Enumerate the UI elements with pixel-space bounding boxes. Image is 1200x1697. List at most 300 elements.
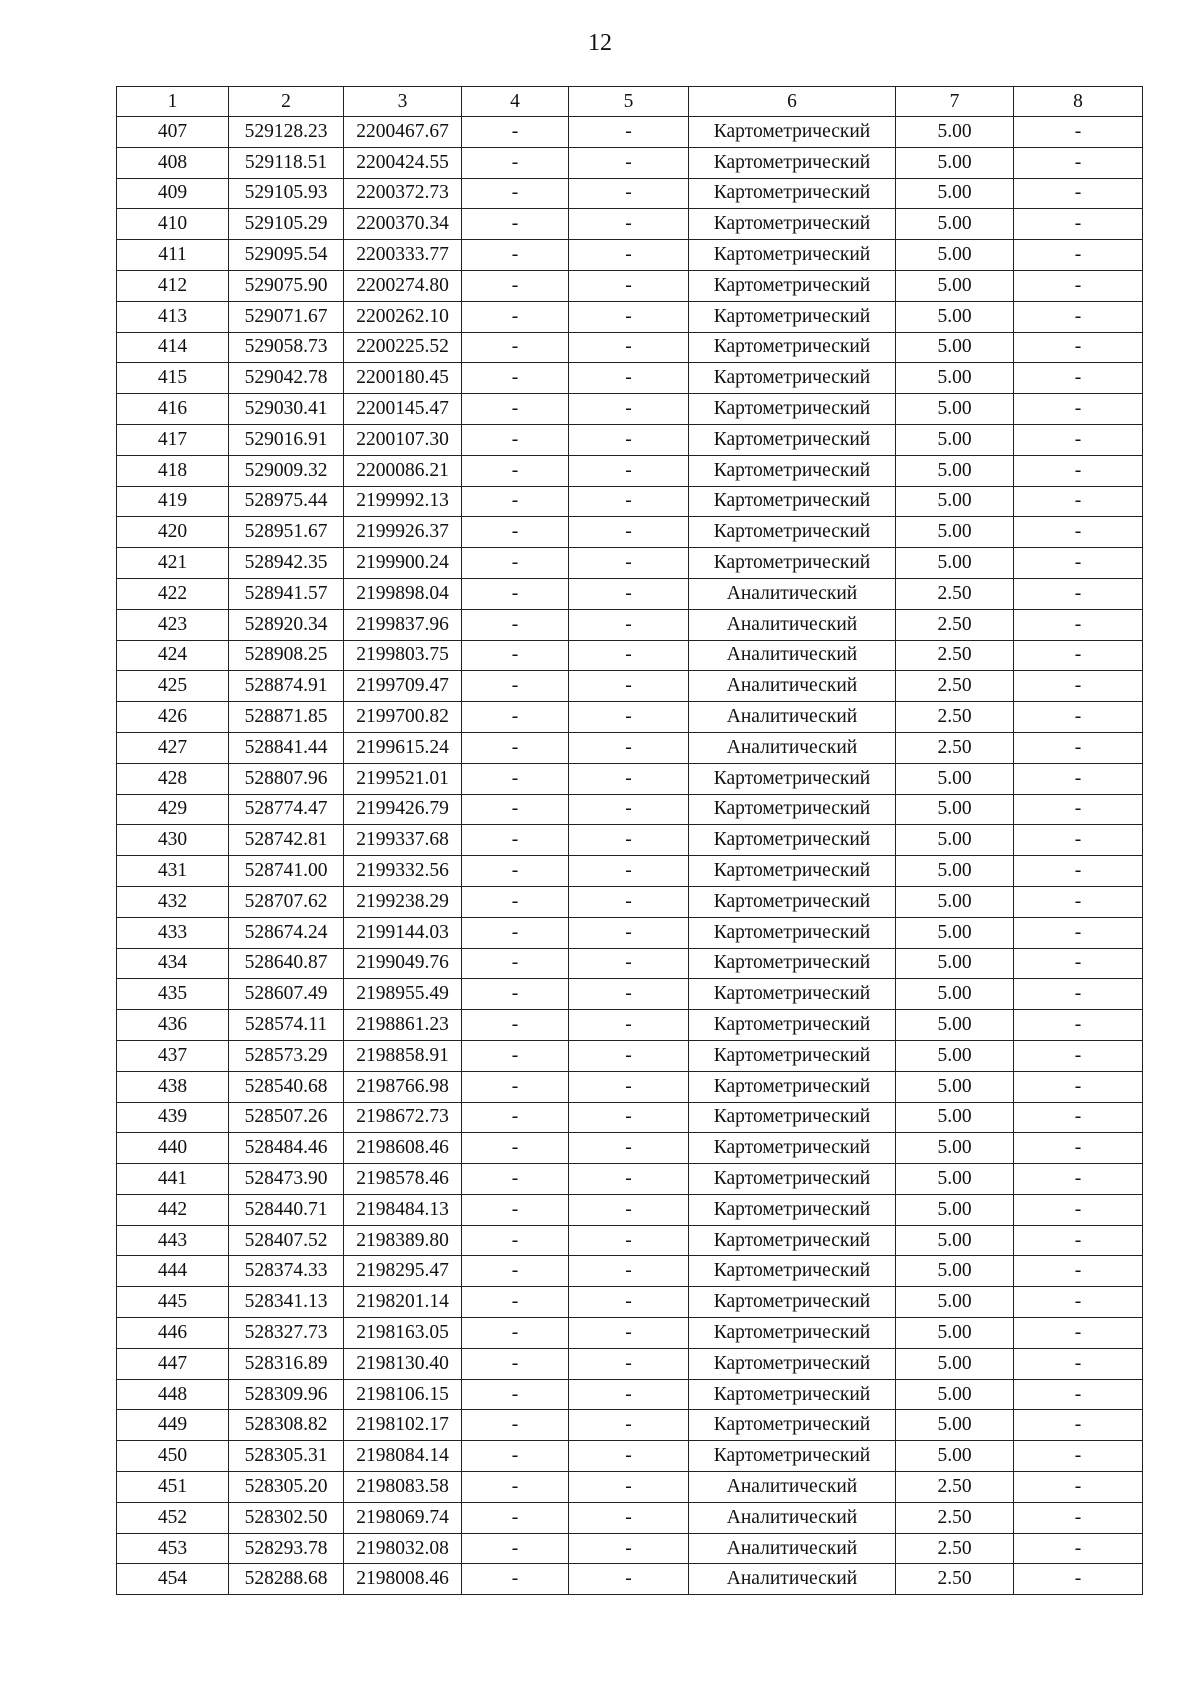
- accuracy-cell: 2.50: [896, 702, 1014, 733]
- col4-cell: -: [462, 1318, 569, 1349]
- col4-cell: -: [462, 1502, 569, 1533]
- accuracy-cell: 2.50: [896, 671, 1014, 702]
- point-number-cell: 415: [117, 363, 229, 394]
- col5-cell: -: [569, 548, 689, 579]
- y-coordinate-cell: 2199337.68: [344, 825, 462, 856]
- col5-cell: -: [569, 1472, 689, 1503]
- header-cell: 7: [896, 87, 1014, 117]
- method-cell: Картометрический: [689, 1010, 896, 1041]
- y-coordinate-cell: 2198083.58: [344, 1472, 462, 1503]
- col4-cell: -: [462, 794, 569, 825]
- point-number-cell: 435: [117, 979, 229, 1010]
- col5-cell: -: [569, 671, 689, 702]
- x-coordinate-cell: 529128.23: [229, 117, 344, 148]
- x-coordinate-cell: 529042.78: [229, 363, 344, 394]
- point-number-cell: 414: [117, 332, 229, 363]
- col8-cell: -: [1014, 1502, 1143, 1533]
- point-number-cell: 420: [117, 517, 229, 548]
- table-row: [117, 794, 1143, 825]
- accuracy-cell: 5.00: [896, 1133, 1014, 1164]
- point-number-cell: 446: [117, 1318, 229, 1349]
- col5-cell: -: [569, 1533, 689, 1564]
- accuracy-cell: 5.00: [896, 1010, 1014, 1041]
- accuracy-cell: 5.00: [896, 948, 1014, 979]
- point-number-cell: 408: [117, 147, 229, 178]
- col5-cell: -: [569, 1441, 689, 1472]
- col4-cell: -: [462, 856, 569, 887]
- col5-cell: -: [569, 240, 689, 271]
- accuracy-cell: 5.00: [896, 886, 1014, 917]
- point-number-cell: 436: [117, 1010, 229, 1041]
- col8-cell: -: [1014, 979, 1143, 1010]
- y-coordinate-cell: 2199238.29: [344, 886, 462, 917]
- method-cell: Аналитический: [689, 578, 896, 609]
- col8-cell: -: [1014, 1040, 1143, 1071]
- col5-cell: -: [569, 1410, 689, 1441]
- y-coordinate-cell: 2199926.37: [344, 517, 462, 548]
- col4-cell: -: [462, 1102, 569, 1133]
- table-row: [117, 548, 1143, 579]
- table-row: [117, 856, 1143, 887]
- col8-cell: -: [1014, 455, 1143, 486]
- method-cell: Картометрический: [689, 886, 896, 917]
- method-cell: Картометрический: [689, 178, 896, 209]
- col8-cell: -: [1014, 1287, 1143, 1318]
- point-number-cell: 417: [117, 424, 229, 455]
- x-coordinate-cell: 528440.71: [229, 1194, 344, 1225]
- table-row: [117, 948, 1143, 979]
- x-coordinate-cell: 528374.33: [229, 1256, 344, 1287]
- point-number-cell: 409: [117, 178, 229, 209]
- col5-cell: -: [569, 147, 689, 178]
- x-coordinate-cell: 528871.85: [229, 702, 344, 733]
- method-cell: Картометрический: [689, 394, 896, 425]
- col5-cell: -: [569, 486, 689, 517]
- col4-cell: -: [462, 1194, 569, 1225]
- method-cell: Аналитический: [689, 1472, 896, 1503]
- col5-cell: -: [569, 1379, 689, 1410]
- method-cell: Аналитический: [689, 671, 896, 702]
- col5-cell: -: [569, 1133, 689, 1164]
- x-coordinate-cell: 528327.73: [229, 1318, 344, 1349]
- header-cell: 2: [229, 87, 344, 117]
- col4-cell: -: [462, 1010, 569, 1041]
- table-row: [117, 1410, 1143, 1441]
- col4-cell: -: [462, 609, 569, 640]
- table-row: [117, 1194, 1143, 1225]
- point-number-cell: 441: [117, 1164, 229, 1195]
- point-number-cell: 450: [117, 1441, 229, 1472]
- col5-cell: -: [569, 1194, 689, 1225]
- y-coordinate-cell: 2200145.47: [344, 394, 462, 425]
- col5-cell: -: [569, 270, 689, 301]
- col8-cell: -: [1014, 147, 1143, 178]
- col4-cell: -: [462, 363, 569, 394]
- accuracy-cell: 2.50: [896, 1564, 1014, 1595]
- method-cell: Картометрический: [689, 1441, 896, 1472]
- col8-cell: -: [1014, 1133, 1143, 1164]
- col8-cell: -: [1014, 609, 1143, 640]
- col8-cell: -: [1014, 732, 1143, 763]
- col5-cell: -: [569, 1102, 689, 1133]
- table-row: [117, 517, 1143, 548]
- method-cell: Картометрический: [689, 948, 896, 979]
- table-row: [117, 917, 1143, 948]
- point-number-cell: 425: [117, 671, 229, 702]
- col5-cell: -: [569, 763, 689, 794]
- col4-cell: -: [462, 578, 569, 609]
- point-number-cell: 433: [117, 917, 229, 948]
- accuracy-cell: 5.00: [896, 455, 1014, 486]
- col8-cell: -: [1014, 578, 1143, 609]
- method-cell: Картометрический: [689, 455, 896, 486]
- col5-cell: -: [569, 794, 689, 825]
- col5-cell: -: [569, 609, 689, 640]
- accuracy-cell: 5.00: [896, 424, 1014, 455]
- x-coordinate-cell: 529105.93: [229, 178, 344, 209]
- table-row: [117, 671, 1143, 702]
- table-row: [117, 209, 1143, 240]
- col5-cell: -: [569, 1564, 689, 1595]
- table-row: [117, 332, 1143, 363]
- header-cell: 4: [462, 87, 569, 117]
- x-coordinate-cell: 528407.52: [229, 1225, 344, 1256]
- page-number: 12: [588, 30, 612, 56]
- y-coordinate-cell: 2198130.40: [344, 1348, 462, 1379]
- method-cell: Картометрический: [689, 301, 896, 332]
- table-row: [117, 178, 1143, 209]
- y-coordinate-cell: 2199992.13: [344, 486, 462, 517]
- table-row: [117, 1071, 1143, 1102]
- col8-cell: -: [1014, 1194, 1143, 1225]
- method-cell: Картометрический: [689, 209, 896, 240]
- col5-cell: -: [569, 117, 689, 148]
- x-coordinate-cell: 528574.11: [229, 1010, 344, 1041]
- col8-cell: -: [1014, 1441, 1143, 1472]
- col4-cell: -: [462, 1564, 569, 1595]
- table-row: [117, 702, 1143, 733]
- accuracy-cell: 5.00: [896, 1348, 1014, 1379]
- point-number-cell: 411: [117, 240, 229, 271]
- method-cell: Аналитический: [689, 1564, 896, 1595]
- point-number-cell: 407: [117, 117, 229, 148]
- point-number-cell: 419: [117, 486, 229, 517]
- method-cell: Картометрический: [689, 486, 896, 517]
- table-row: [117, 979, 1143, 1010]
- table-row: [117, 1472, 1143, 1503]
- method-cell: Картометрический: [689, 979, 896, 1010]
- table-row: [117, 1164, 1143, 1195]
- x-coordinate-cell: 528951.67: [229, 517, 344, 548]
- table-row: [117, 1533, 1143, 1564]
- point-number-cell: 439: [117, 1102, 229, 1133]
- x-coordinate-cell: 528774.47: [229, 794, 344, 825]
- col8-cell: -: [1014, 332, 1143, 363]
- accuracy-cell: 5.00: [896, 1410, 1014, 1441]
- point-number-cell: 418: [117, 455, 229, 486]
- col8-cell: -: [1014, 1318, 1143, 1349]
- y-coordinate-cell: 2200107.30: [344, 424, 462, 455]
- col4-cell: -: [462, 1040, 569, 1071]
- x-coordinate-cell: 528741.00: [229, 856, 344, 887]
- accuracy-cell: 5.00: [896, 1164, 1014, 1195]
- col4-cell: -: [462, 1472, 569, 1503]
- table-row: [117, 732, 1143, 763]
- y-coordinate-cell: 2198069.74: [344, 1502, 462, 1533]
- x-coordinate-cell: 528308.82: [229, 1410, 344, 1441]
- table-row: [117, 424, 1143, 455]
- method-cell: Картометрический: [689, 1318, 896, 1349]
- y-coordinate-cell: 2200274.80: [344, 270, 462, 301]
- y-coordinate-cell: 2198295.47: [344, 1256, 462, 1287]
- point-number-cell: 452: [117, 1502, 229, 1533]
- method-cell: Картометрический: [689, 917, 896, 948]
- table-row: [117, 240, 1143, 271]
- accuracy-cell: 5.00: [896, 363, 1014, 394]
- point-number-cell: 410: [117, 209, 229, 240]
- x-coordinate-cell: 528305.20: [229, 1472, 344, 1503]
- table-row: [117, 1502, 1143, 1533]
- col4-cell: -: [462, 702, 569, 733]
- x-coordinate-cell: 529009.32: [229, 455, 344, 486]
- col4-cell: -: [462, 548, 569, 579]
- col8-cell: -: [1014, 763, 1143, 794]
- col8-cell: -: [1014, 1410, 1143, 1441]
- col4-cell: -: [462, 1410, 569, 1441]
- table-row: [117, 394, 1143, 425]
- point-number-cell: 443: [117, 1225, 229, 1256]
- table-row: [117, 301, 1143, 332]
- x-coordinate-cell: 528607.49: [229, 979, 344, 1010]
- method-cell: Аналитический: [689, 702, 896, 733]
- y-coordinate-cell: 2198861.23: [344, 1010, 462, 1041]
- col8-cell: -: [1014, 671, 1143, 702]
- accuracy-cell: 2.50: [896, 578, 1014, 609]
- col8-cell: -: [1014, 702, 1143, 733]
- y-coordinate-cell: 2200262.10: [344, 301, 462, 332]
- col8-cell: -: [1014, 1010, 1143, 1041]
- col5-cell: -: [569, 948, 689, 979]
- table-header: [117, 87, 1143, 117]
- method-cell: Картометрический: [689, 117, 896, 148]
- x-coordinate-cell: 528742.81: [229, 825, 344, 856]
- col4-cell: -: [462, 1441, 569, 1472]
- point-number-cell: 451: [117, 1472, 229, 1503]
- method-cell: Картометрический: [689, 332, 896, 363]
- accuracy-cell: 5.00: [896, 1318, 1014, 1349]
- method-cell: Картометрический: [689, 825, 896, 856]
- col4-cell: -: [462, 732, 569, 763]
- y-coordinate-cell: 2199521.01: [344, 763, 462, 794]
- accuracy-cell: 5.00: [896, 1287, 1014, 1318]
- header-cell: 3: [344, 87, 462, 117]
- x-coordinate-cell: 529118.51: [229, 147, 344, 178]
- col5-cell: -: [569, 640, 689, 671]
- header-row: [117, 87, 1143, 117]
- col5-cell: -: [569, 178, 689, 209]
- accuracy-cell: 5.00: [896, 240, 1014, 271]
- col5-cell: -: [569, 1502, 689, 1533]
- x-coordinate-cell: 529016.91: [229, 424, 344, 455]
- x-coordinate-cell: 528302.50: [229, 1502, 344, 1533]
- x-coordinate-cell: 528573.29: [229, 1040, 344, 1071]
- method-cell: Картометрический: [689, 856, 896, 887]
- table-row: [117, 455, 1143, 486]
- col4-cell: -: [462, 1071, 569, 1102]
- col8-cell: -: [1014, 209, 1143, 240]
- y-coordinate-cell: 2198106.15: [344, 1379, 462, 1410]
- y-coordinate-cell: 2199615.24: [344, 732, 462, 763]
- point-number-cell: 423: [117, 609, 229, 640]
- table-row: [117, 1133, 1143, 1164]
- method-cell: Картометрический: [689, 1225, 896, 1256]
- method-cell: Картометрический: [689, 240, 896, 271]
- accuracy-cell: 2.50: [896, 609, 1014, 640]
- col8-cell: -: [1014, 486, 1143, 517]
- y-coordinate-cell: 2199900.24: [344, 548, 462, 579]
- y-coordinate-cell: 2198858.91: [344, 1040, 462, 1071]
- accuracy-cell: 2.50: [896, 1472, 1014, 1503]
- accuracy-cell: 5.00: [896, 1194, 1014, 1225]
- accuracy-cell: 5.00: [896, 825, 1014, 856]
- y-coordinate-cell: 2199837.96: [344, 609, 462, 640]
- method-cell: Картометрический: [689, 1071, 896, 1102]
- col5-cell: -: [569, 301, 689, 332]
- col5-cell: -: [569, 825, 689, 856]
- y-coordinate-cell: 2200424.55: [344, 147, 462, 178]
- table-row: [117, 1318, 1143, 1349]
- y-coordinate-cell: 2198484.13: [344, 1194, 462, 1225]
- accuracy-cell: 5.00: [896, 794, 1014, 825]
- table-row: [117, 486, 1143, 517]
- col5-cell: -: [569, 1225, 689, 1256]
- table-row: [117, 1010, 1143, 1041]
- table-row: [117, 270, 1143, 301]
- col4-cell: -: [462, 147, 569, 178]
- accuracy-cell: 5.00: [896, 270, 1014, 301]
- accuracy-cell: 5.00: [896, 548, 1014, 579]
- y-coordinate-cell: 2199332.56: [344, 856, 462, 887]
- table-row: [117, 1379, 1143, 1410]
- x-coordinate-cell: 528908.25: [229, 640, 344, 671]
- x-coordinate-cell: 528316.89: [229, 1348, 344, 1379]
- x-coordinate-cell: 529095.54: [229, 240, 344, 271]
- y-coordinate-cell: 2200372.73: [344, 178, 462, 209]
- col4-cell: -: [462, 1225, 569, 1256]
- header-cell: 5: [569, 87, 689, 117]
- col8-cell: -: [1014, 917, 1143, 948]
- y-coordinate-cell: 2198084.14: [344, 1441, 462, 1472]
- col8-cell: -: [1014, 363, 1143, 394]
- col5-cell: -: [569, 1287, 689, 1318]
- col4-cell: -: [462, 1533, 569, 1564]
- accuracy-cell: 5.00: [896, 763, 1014, 794]
- col5-cell: -: [569, 209, 689, 240]
- col8-cell: -: [1014, 517, 1143, 548]
- col8-cell: -: [1014, 1564, 1143, 1595]
- y-coordinate-cell: 2200086.21: [344, 455, 462, 486]
- method-cell: Картометрический: [689, 1040, 896, 1071]
- table-row: [117, 1348, 1143, 1379]
- y-coordinate-cell: 2200180.45: [344, 363, 462, 394]
- point-number-cell: 430: [117, 825, 229, 856]
- col4-cell: -: [462, 948, 569, 979]
- col5-cell: -: [569, 1010, 689, 1041]
- point-number-cell: 440: [117, 1133, 229, 1164]
- x-coordinate-cell: 529030.41: [229, 394, 344, 425]
- accuracy-cell: 5.00: [896, 1379, 1014, 1410]
- method-cell: Картометрический: [689, 1379, 896, 1410]
- point-number-cell: 426: [117, 702, 229, 733]
- col4-cell: -: [462, 1287, 569, 1318]
- col8-cell: -: [1014, 270, 1143, 301]
- table-row: [117, 363, 1143, 394]
- col8-cell: -: [1014, 1472, 1143, 1503]
- col4-cell: -: [462, 825, 569, 856]
- col8-cell: -: [1014, 178, 1143, 209]
- col5-cell: -: [569, 455, 689, 486]
- method-cell: Картометрический: [689, 147, 896, 178]
- x-coordinate-cell: 528941.57: [229, 578, 344, 609]
- y-coordinate-cell: 2198032.08: [344, 1533, 462, 1564]
- accuracy-cell: 5.00: [896, 178, 1014, 209]
- x-coordinate-cell: 528309.96: [229, 1379, 344, 1410]
- table-row: [117, 763, 1143, 794]
- col4-cell: -: [462, 455, 569, 486]
- col4-cell: -: [462, 763, 569, 794]
- y-coordinate-cell: 2198955.49: [344, 979, 462, 1010]
- x-coordinate-cell: 528807.96: [229, 763, 344, 794]
- table-row: [117, 1040, 1143, 1071]
- col5-cell: -: [569, 1318, 689, 1349]
- x-coordinate-cell: 529105.29: [229, 209, 344, 240]
- col8-cell: -: [1014, 856, 1143, 887]
- table-row: [117, 1256, 1143, 1287]
- method-cell: Аналитический: [689, 732, 896, 763]
- y-coordinate-cell: 2198672.73: [344, 1102, 462, 1133]
- point-number-cell: 422: [117, 578, 229, 609]
- accuracy-cell: 5.00: [896, 517, 1014, 548]
- point-number-cell: 416: [117, 394, 229, 425]
- method-cell: Картометрический: [689, 1133, 896, 1164]
- col5-cell: -: [569, 1071, 689, 1102]
- coordinates-table: [116, 86, 1143, 1595]
- accuracy-cell: 5.00: [896, 486, 1014, 517]
- method-cell: Аналитический: [689, 609, 896, 640]
- col4-cell: -: [462, 917, 569, 948]
- x-coordinate-cell: 528507.26: [229, 1102, 344, 1133]
- accuracy-cell: 5.00: [896, 1040, 1014, 1071]
- accuracy-cell: 5.00: [896, 147, 1014, 178]
- x-coordinate-cell: 529075.90: [229, 270, 344, 301]
- table-row: [117, 578, 1143, 609]
- col8-cell: -: [1014, 1225, 1143, 1256]
- method-cell: Аналитический: [689, 1533, 896, 1564]
- col5-cell: -: [569, 394, 689, 425]
- col5-cell: -: [569, 332, 689, 363]
- accuracy-cell: 5.00: [896, 1441, 1014, 1472]
- table-row: [117, 640, 1143, 671]
- y-coordinate-cell: 2200467.67: [344, 117, 462, 148]
- y-coordinate-cell: 2199144.03: [344, 917, 462, 948]
- point-number-cell: 444: [117, 1256, 229, 1287]
- y-coordinate-cell: 2199803.75: [344, 640, 462, 671]
- table-row: [117, 147, 1143, 178]
- x-coordinate-cell: 528640.87: [229, 948, 344, 979]
- y-coordinate-cell: 2198102.17: [344, 1410, 462, 1441]
- accuracy-cell: 5.00: [896, 1225, 1014, 1256]
- x-coordinate-cell: 529058.73: [229, 332, 344, 363]
